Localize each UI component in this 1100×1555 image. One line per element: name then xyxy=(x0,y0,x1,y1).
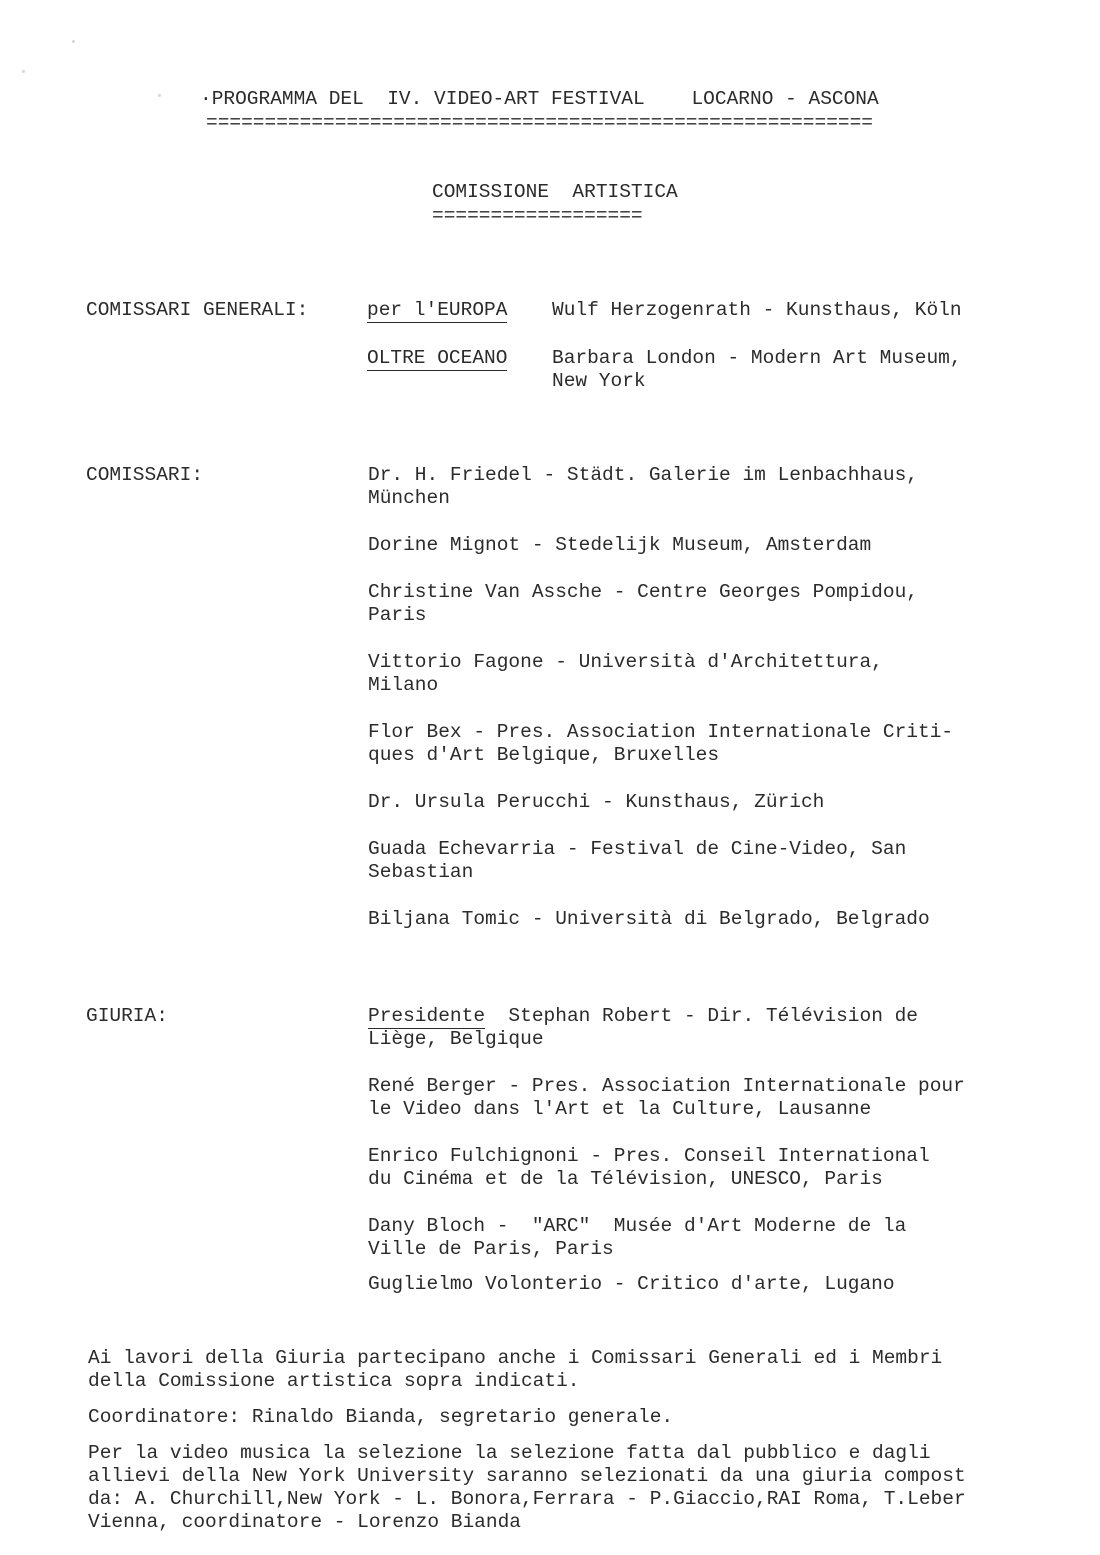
giuria-list xyxy=(368,1005,1068,1320)
scan-speck xyxy=(22,70,25,73)
europa-label-text: per l'EUROPA xyxy=(367,299,508,321)
oltre-oceano-commissioner: Barbara London - Modern Art Museum, New York xyxy=(552,347,962,392)
generali-label: COMISSARI GENERALI: xyxy=(86,299,309,321)
comissario-entry: Christine Van Assche - Centre Georges Pompidou, Paris xyxy=(368,581,918,626)
oltre-oceano-label-text: OLTRE OCEANO xyxy=(367,347,508,369)
section-title: COMISSIONE ARTISTICA xyxy=(432,181,678,203)
oltre-oceano-label xyxy=(367,347,507,370)
footer-paragraph-jury-note: Ai lavori della Giuria partecipano anche i Comissari Generali ed i Membri della Comissione artistica sopra indicati. xyxy=(88,1347,943,1392)
footer-paragraph-coordinator: Coordinatore: Rinaldo Bianda, segretario generale. xyxy=(88,1406,674,1428)
comissario-entry: Flor Bex - Pres. Association Internationale Criti- ques d'Art Belgique, Bruxelles xyxy=(368,721,954,766)
page-title: ·PROGRAMMA DEL IV. VIDEO-ART FESTIVAL LOCARNO - ASCONA xyxy=(200,88,879,110)
president-label: Presidente xyxy=(368,1005,486,1027)
giurato-entry: Enrico Fulchignoni - Pres. Conseil International du Cinéma et de la Télévision, UNESCO, Paris xyxy=(368,1145,930,1190)
comissario-entry: Guada Echevarria - Festival de Cine-Video, San Sebastian xyxy=(368,838,907,883)
giuria-label: GIURIA: xyxy=(86,1005,168,1027)
giurato-entry: Dany Bloch - "ARC" Musée d'Art Moderne de la Ville de Paris, Paris xyxy=(368,1215,907,1260)
comissario-entry: Vittorio Fagone - Università d'Architettura, Milano xyxy=(368,651,883,696)
footer-paragraph-video-music: Per la video musica la selezione la selezione fatta dal pubblico e dagli allievi della New York University saranno selezionati da una giuria compost da: A. Churchill,New York - L. Bonora,Ferrara - P.Giaccio,RAI Roma, T.Leber Vienna, coordinatore - Lorenzo Bianda xyxy=(88,1442,966,1533)
giurato-entry: Guglielmo Volonterio - Critico d'arte, Lugano xyxy=(368,1273,895,1295)
section-title-underline-rule: ================== xyxy=(432,205,643,227)
scan-speck xyxy=(72,40,75,43)
giuria-president-entry xyxy=(368,1005,1068,1051)
president-value: Stephan Robert - Dir. Télévision de Liège, Belgique xyxy=(368,1005,919,1050)
comissario-entry: Dorine Mignot - Stedelijk Museum, Amsterdam xyxy=(368,534,872,556)
giurato-entry: René Berger - Pres. Association Internationale pour le Video dans l'Art et la Culture, Lausanne xyxy=(368,1075,965,1120)
scan-speck xyxy=(158,94,161,97)
comissario-entry: Dr. H. Friedel - Städt. Galerie im Lenbachhaus, München xyxy=(368,464,918,509)
europa-label xyxy=(367,299,507,322)
comissari-list xyxy=(368,464,1068,955)
comissario-entry: Biljana Tomic - Università di Belgrado, Belgrado xyxy=(368,908,930,930)
comissari-label: COMISSARI: xyxy=(86,464,204,486)
comissario-entry: Dr. Ursula Perucchi - Kunsthaus, Zürich xyxy=(368,791,825,813)
title-underline-rule: ========================================================= xyxy=(206,112,874,134)
europa-commissioner: Wulf Herzogenrath - Kunsthaus, Köln xyxy=(552,299,962,321)
